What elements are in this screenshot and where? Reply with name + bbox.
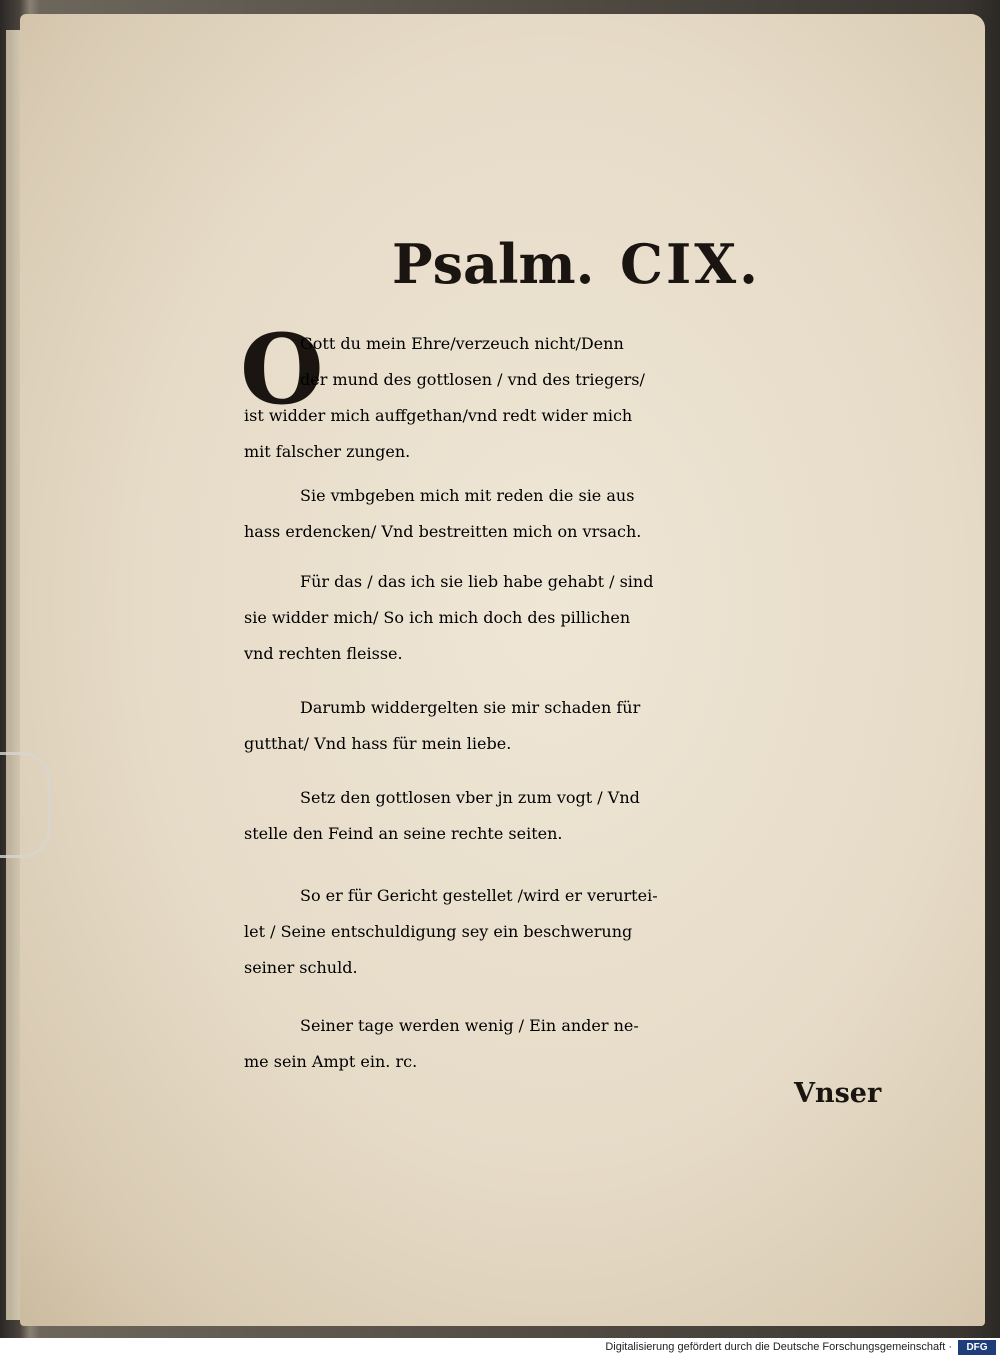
verse-line: Sie vmbgeben mich mit reden die sie aus [300,486,635,505]
footer-bar [0,1338,1000,1358]
dfg-logo: DFG [958,1340,996,1355]
verse-line: stelle den Feind an seine rechte seiten. [244,824,563,843]
verse-line: der mund des gottlosen / vnd des triegers/ [300,370,645,389]
verse-line: Seiner tage werden wenig / Ein ander ne- [300,1016,639,1035]
verse-line: gutthat/ Vnd hass für mein liebe. [244,734,512,753]
verse-line: Für das / das ich sie lieb habe gehabt / sind [300,572,654,591]
verse-paragraph-2 [244,478,884,550]
verse-line: Setz den gottlosen vber jn zum vogt / Vnd [300,788,640,807]
verse-line: vnd rechten fleisse. [244,644,403,663]
verse-paragraph-6 [244,878,884,986]
verse-paragraph-4 [244,690,884,762]
catchword: Vnser [794,1078,882,1109]
drop-cap-initial: O [240,313,324,426]
verse-line: Gott du mein Ehre/verzeuch nicht/Denn [300,334,624,353]
verse-line: me sein Ampt ein. rc. [244,1052,418,1071]
verse-line: Darumb widdergelten sie mir schaden für [300,698,641,717]
verse-paragraph-1 [244,326,884,470]
binding-clip [0,752,51,858]
footer-credit: Digitalisierung gefördert durch die Deutsche Forschungsgemeinschaft · [605,1341,952,1353]
verse-line: mit falscher zungen. [244,442,411,461]
verse-paragraph-3 [244,564,884,672]
heading-number: CIX. [620,232,761,296]
verse-line: sie widder mich/ So ich mich doch des pillichen [244,608,631,627]
verse-line: ist widder mich auffgethan/vnd redt wider mich [244,406,633,425]
psalm-heading [0,232,1000,302]
heading-psalm: Psalm. [392,232,595,296]
verse-line: seiner schuld. [244,958,358,977]
verse-line: hass erdencken/ Vnd bestreitten mich on vrsach. [244,522,642,541]
verse-paragraph-5 [244,780,884,852]
verse-line: So er für Gericht gestellet /wird er verurtei- [300,886,658,905]
verse-line: let / Seine entschuldigung sey ein beschwerung [244,922,633,941]
verse-paragraph-7 [244,1008,884,1080]
